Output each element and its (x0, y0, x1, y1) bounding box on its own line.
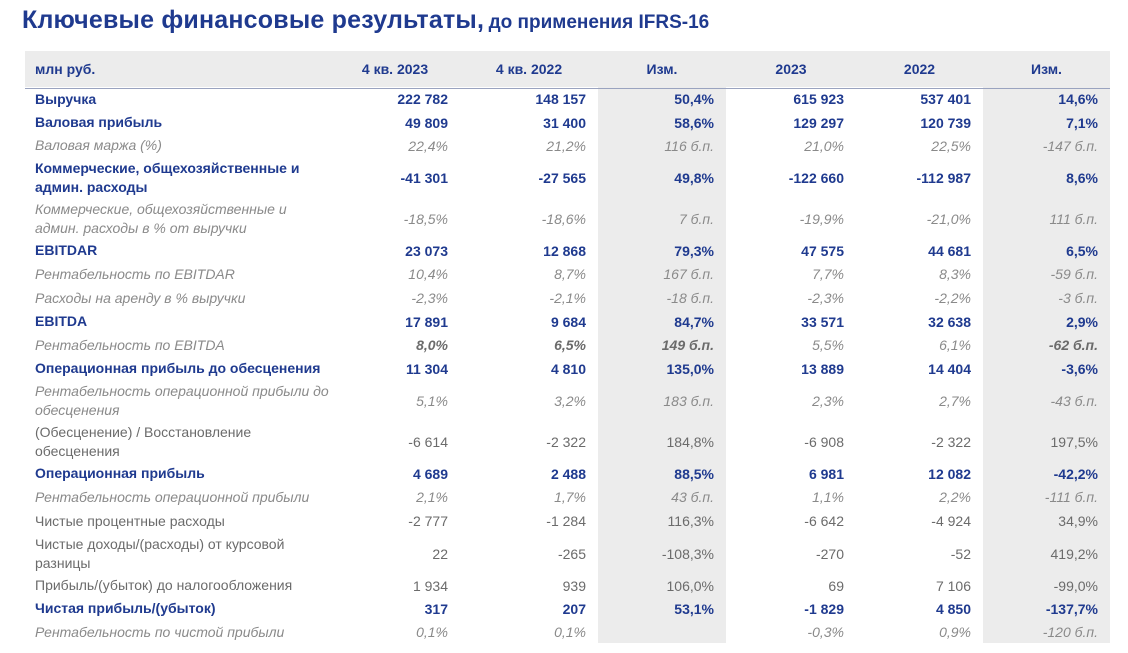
row-label: Рентабельность по чистой прибыли (35, 623, 285, 640)
q4-2023-value: -6 614 (408, 433, 448, 450)
header-year-2023: 2023 (775, 61, 807, 77)
row-label: Рентабельность операционной прибыли до обесценения (35, 382, 329, 418)
year-2023-value: 69 (828, 577, 844, 594)
year-2023-value: 33 571 (801, 313, 844, 330)
row-label: Коммерческие, общехозяйственные и админ. расходы (35, 159, 300, 195)
year-2023-value: -2,3% (807, 290, 844, 306)
change-year-value: 111 б.п. (1049, 210, 1098, 227)
change-quarter-value: 50,4% (674, 91, 714, 107)
q4-2022-value: -2,1% (549, 290, 586, 306)
row-label: Валовая маржа (%) (35, 137, 162, 153)
year-2022-value: -21,0% (926, 210, 971, 227)
table-row (25, 286, 1110, 310)
table-row (25, 134, 1110, 157)
header-change-year: Изм. (1031, 61, 1062, 77)
year-2022-value: 2,7% (939, 392, 971, 409)
row-label: (Обесценение) / Восстановление обесценения (35, 423, 252, 459)
q4-2022-value: -2 322 (546, 433, 586, 450)
table-row (25, 87, 1110, 111)
change-year-value: 7,1% (1066, 114, 1098, 131)
year-2022-value: 12 082 (928, 465, 971, 482)
financial-results-table (25, 51, 1110, 644)
change-quarter-value: 79,3% (674, 242, 714, 259)
year-2023-value: 6 981 (808, 465, 844, 482)
year-2023-value: -1 829 (804, 600, 844, 617)
table-row (25, 310, 1110, 333)
change-quarter-value (598, 620, 726, 644)
row-label: Валовая прибыль (35, 114, 163, 130)
change-year-value: -147 б.п. (1042, 137, 1098, 154)
header-year-2022: 2022 (903, 61, 936, 77)
year-2022-value: -4 924 (931, 513, 971, 529)
change-quarter-value: 43 б.п. (671, 489, 714, 505)
q4-2023-value: 11 304 (405, 360, 448, 377)
q4-2022-value: -1 284 (546, 513, 586, 529)
year-2022-value: 7 106 (935, 577, 971, 594)
change-quarter-value: 116 б.п. (664, 137, 714, 154)
change-year-value: -3 б.п. (1058, 290, 1098, 306)
year-2023-value: -0,3% (807, 624, 844, 640)
q4-2023-value: 8,0% (416, 337, 448, 353)
year-2022-value: 2,2% (939, 489, 971, 505)
row-label: Рентабельность по EBITDA (35, 336, 225, 353)
q4-2022-value: 12 868 (543, 242, 586, 259)
q4-2023-value: 1 934 (412, 577, 448, 594)
q4-2023-value: -2,3% (411, 290, 448, 306)
change-year-value: 14,6% (1058, 91, 1098, 107)
q4-2022-value: 2 488 (550, 465, 586, 482)
row-label: Чистые процентные расходы (35, 512, 225, 529)
q4-2022-value: -265 (557, 545, 586, 562)
year-2023-value: 1,1% (812, 489, 844, 505)
change-quarter-value: 49,8% (674, 169, 714, 186)
q4-2023-value: 22,4% (408, 137, 448, 154)
change-year-value: -62 б.п. (1048, 337, 1098, 353)
row-label: Операционная прибыль (35, 465, 205, 481)
change-year-value: -137,7% (1045, 600, 1098, 617)
row-label: Коммерческие, общехозяйственные и админ. расходы в % от выручки (35, 200, 287, 236)
q4-2023-value: 10,4% (408, 266, 448, 282)
row-label: Рентабельность по EBITDAR (35, 265, 235, 282)
table-row (25, 620, 1110, 644)
change-year-value: 197,5% (1050, 433, 1098, 450)
table-row (25, 198, 1110, 239)
q4-2022-value: 3,2% (554, 392, 586, 409)
change-year-value: -59 б.п. (1050, 266, 1098, 282)
change-year-value: -120 б.п. (1042, 624, 1098, 640)
header-change-quarter: Изм. (646, 61, 678, 77)
change-quarter-value: 53,1% (674, 600, 714, 617)
year-2023-value: -19,9% (799, 210, 844, 227)
change-year-value: 8,6% (1066, 169, 1098, 186)
table-header-row (25, 51, 1110, 87)
table-row (25, 462, 1110, 485)
table-row (25, 111, 1110, 134)
row-label: EBITDA (35, 313, 88, 329)
year-2022-value: 537 401 (920, 91, 971, 107)
q4-2023-value: 222 782 (397, 91, 448, 107)
change-year-value: -99,0% (1053, 577, 1098, 594)
year-2022-value: -112 987 (916, 169, 971, 186)
q4-2022-value: 31 400 (543, 114, 586, 131)
table-row (25, 239, 1110, 262)
year-2023-value: -6 908 (804, 433, 844, 450)
change-year-value: 419,2% (1050, 545, 1098, 562)
change-year-value: -3,6% (1061, 360, 1098, 377)
year-2022-value: -52 (950, 545, 971, 562)
table-row (25, 421, 1110, 462)
change-year-value: 2,9% (1066, 313, 1098, 330)
year-2022-value: 32 638 (928, 313, 971, 330)
q4-2023-value: 17 891 (405, 313, 448, 330)
q4-2023-value: 317 (424, 600, 448, 617)
year-2022-value: 8,3% (939, 266, 971, 282)
table-row (25, 380, 1110, 421)
q4-2022-value: 0,1% (554, 624, 586, 640)
table-row (25, 574, 1110, 597)
year-2023-value: 21,0% (804, 137, 844, 154)
row-label: Выручка (35, 90, 97, 107)
table-row (25, 509, 1110, 533)
row-label: EBITDAR (35, 242, 98, 258)
year-2023-value: 13 889 (801, 360, 844, 377)
q4-2023-value: 23 073 (405, 242, 448, 259)
change-quarter-value: 106,0% (666, 577, 714, 594)
change-quarter-value: 167 б.п. (663, 266, 714, 282)
title-subtitle: до применения IFRS-16 (488, 12, 710, 33)
table-row (25, 157, 1110, 198)
year-2022-value: 4 850 (935, 600, 971, 617)
q4-2023-value: 5,1% (416, 392, 448, 409)
row-label: Чистая прибыль/(убыток) (35, 600, 216, 616)
row-label: Расходы на аренду в % выручки (35, 289, 246, 306)
table-row (25, 357, 1110, 380)
year-2022-value: 44 681 (928, 242, 971, 259)
change-quarter-value: 84,7% (674, 313, 714, 330)
change-quarter-value: 7 б.п. (678, 210, 714, 227)
change-quarter-value: 58,6% (674, 114, 714, 131)
q4-2022-value: 148 157 (535, 91, 586, 107)
table-row (25, 262, 1110, 286)
q4-2023-value: 22 (432, 545, 448, 562)
q4-2023-value: 4 689 (412, 465, 448, 482)
q4-2022-value: 8,7% (554, 266, 586, 282)
change-quarter-value: 149 б.п. (661, 337, 714, 353)
year-2023-value: 2,3% (812, 392, 844, 409)
row-label: Чистые доходы/(расходы) от курсовой разницы (35, 535, 285, 571)
q4-2023-value: -18,5% (403, 210, 448, 227)
table-row (25, 333, 1110, 357)
q4-2022-value: 4 810 (550, 360, 586, 377)
q4-2023-value: -2 777 (408, 513, 448, 529)
q4-2023-value: -41 301 (400, 169, 448, 186)
q4-2022-value: 6,5% (554, 337, 586, 353)
row-label: Прибыль/(убыток) до налогообложения (35, 577, 293, 593)
year-2022-value: 0,9% (939, 624, 971, 640)
change-year-value: -111 б.п. (1044, 489, 1098, 505)
year-2023-value: -270 (815, 545, 844, 562)
year-2023-value: 129 297 (793, 114, 844, 131)
year-2022-value: 6,1% (939, 337, 971, 353)
year-2022-value: 22,5% (931, 137, 971, 154)
row-label: Рентабельность операционной прибыли (35, 488, 310, 505)
row-label: Операционная прибыль до обесценения (35, 360, 321, 376)
table-row (25, 597, 1110, 620)
year-2022-value: -2 322 (931, 433, 971, 450)
change-year-value: -43 б.п. (1050, 392, 1098, 409)
change-quarter-value: 135,0% (666, 360, 714, 377)
header-units: млн руб. (35, 61, 96, 77)
change-quarter-value: -18 б.п. (666, 290, 714, 306)
year-2023-value: -122 660 (788, 169, 844, 186)
change-quarter-value: 116,3% (667, 513, 714, 529)
table-row (25, 485, 1110, 509)
header-q4-2022: 4 кв. 2022 (495, 61, 563, 77)
header-q4-2023: 4 кв. 2023 (361, 61, 429, 77)
change-quarter-value: -108,3% (661, 545, 714, 562)
change-quarter-value: 183 б.п. (663, 392, 714, 409)
q4-2022-value: -27 565 (538, 169, 586, 186)
change-year-value: 34,9% (1058, 513, 1098, 529)
q4-2023-value: 0,1% (416, 624, 448, 640)
year-2023-value: -6 642 (804, 513, 844, 529)
q4-2022-value: -18,6% (541, 210, 586, 227)
q4-2022-value: 207 (562, 600, 586, 617)
change-quarter-value: 88,5% (674, 465, 714, 482)
change-year-value: 6,5% (1066, 242, 1098, 259)
change-quarter-value: 184,8% (666, 433, 714, 450)
year-2023-value: 47 575 (801, 242, 844, 259)
q4-2022-value: 21,2% (546, 137, 586, 154)
q4-2022-value: 1,7% (554, 489, 586, 505)
q4-2022-value: 939 (562, 577, 586, 594)
year-2023-value: 5,5% (812, 337, 844, 353)
q4-2022-value: 9 684 (550, 313, 586, 330)
year-2022-value: 120 739 (920, 114, 971, 131)
year-2023-value: 615 923 (793, 91, 844, 107)
change-year-value: -42,2% (1053, 465, 1098, 482)
year-2022-value: 14 404 (928, 360, 971, 377)
q4-2023-value: 2,1% (416, 489, 448, 505)
table-row (25, 533, 1110, 574)
title-main: Ключевые финансовые результаты, (22, 6, 485, 34)
year-2023-value: 7,7% (812, 266, 844, 282)
page-title (22, 6, 709, 35)
q4-2023-value: 49 809 (405, 114, 448, 131)
year-2022-value: -2,2% (934, 290, 971, 306)
